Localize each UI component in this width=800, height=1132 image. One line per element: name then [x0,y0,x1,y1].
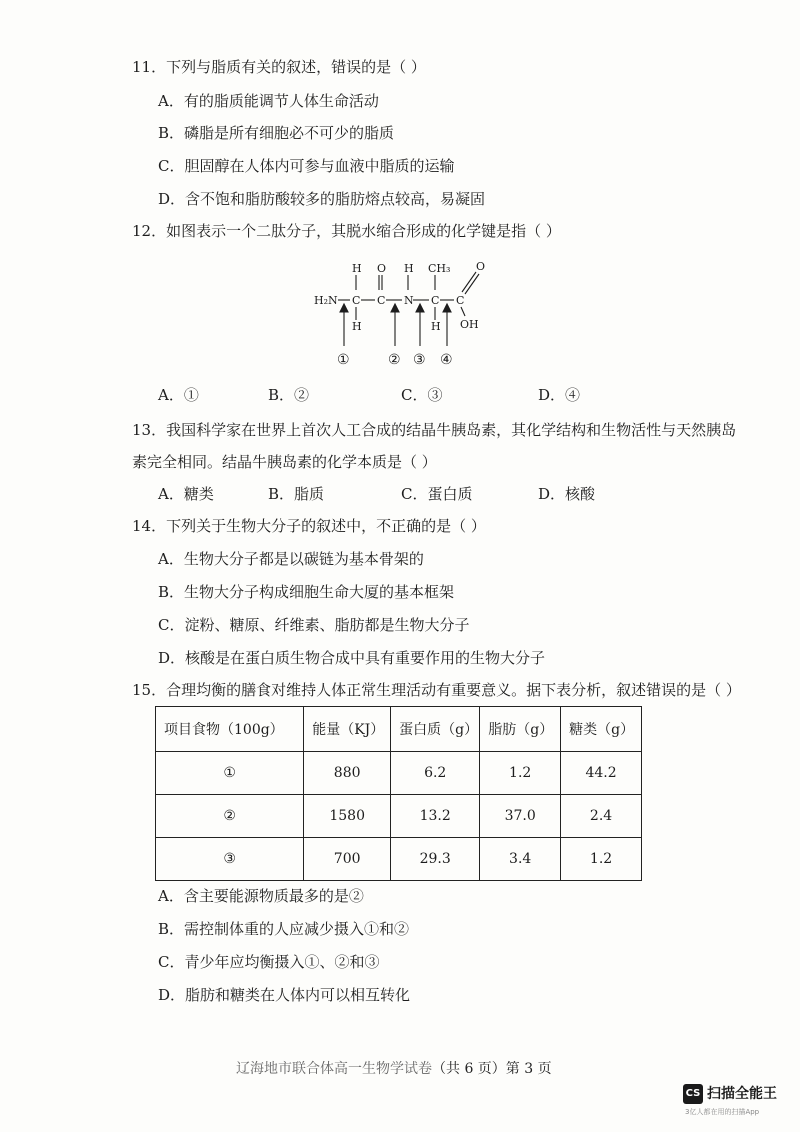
table-row [156,795,642,838]
q11-option-a: A．有的脂质能调节人体生命活动 [158,92,379,110]
marker-2: ② [388,352,401,368]
header-sugar: 糖类（g） [561,707,642,752]
q13-options [158,483,598,505]
camscanner-watermark [683,1084,793,1124]
table-header-row [156,707,642,752]
footer-page-info: （共 6 页）第 3 页 [432,1061,552,1077]
atom-h-top-2: H [404,262,414,275]
cell-sugar: 44.2 [561,752,642,795]
camscanner-logo-icon: CS [683,1084,703,1104]
footer-exam-name: 辽海地市联合体高一生物学试卷 [236,1061,432,1077]
q15-option-b: B．需控制体重的人应减少摄入①和② [158,920,410,938]
camscanner-name: 扫描全能王 [707,1086,777,1102]
q12-option-c: C．③ [401,386,443,404]
q15-option-a: A．含主要能源物质最多的是② [158,887,364,905]
q12-title: 12．如图表示一个二肽分子，其脱水缩合形成的化学键是指（ ） [132,222,561,240]
cell-fat: 3.4 [480,838,561,881]
q14-option-a: A．生物大分子都是以碳链为基本骨架的 [158,550,424,568]
cell-protein: 13.2 [391,795,480,838]
camscanner-tagline: 3亿人都在用的扫描App [685,1108,760,1116]
atom-h-top-1: H [352,262,362,275]
q14-option-c: C．淀粉、糖原、纤维素、脂肪都是生物大分子 [158,616,470,634]
q14-option-b: B．生物大分子构成细胞生命大厦的基本框架 [158,583,455,601]
q12-option-a: A．① [158,386,199,404]
header-fat: 脂肪（g） [480,707,561,752]
atom-h-bottom-2: H [431,320,441,333]
q13-option-d: D．核酸 [538,485,596,503]
q14-option-d: D．核酸是在蛋白质生物合成中具有重要作用的生物大分子 [158,649,546,667]
q13-option-c: C．蛋白质 [401,485,473,503]
q15-option-d: D．脂肪和糖类在人体内可以相互转化 [158,986,411,1004]
cell-fat: 37.0 [480,795,561,838]
cell-sugar: 1.2 [561,838,642,881]
cell-sugar: 2.4 [561,795,642,838]
header-protein: 蛋白质（g） [391,707,480,752]
q11-title: 11．下列与脂质有关的叙述，错误的是（ ） [132,58,426,76]
q11-option-c: C．胆固醇在人体内可参与血液中脂质的运输 [158,157,455,175]
q12-option-b: B．② [268,386,310,404]
atom-c-3: C [431,294,440,307]
atom-n: N [404,294,414,307]
q12-options [158,384,598,406]
q13-title-line1: 13．我国科学家在世界上首次人工合成的结晶牛胰岛素，其化学结构和生物活性与天然胰岛 [132,421,737,439]
cell-fat: 1.2 [480,752,561,795]
cell-energy: 1580 [304,795,391,838]
atom-c-1: C [352,294,361,307]
marker-1: ① [337,352,350,368]
atom-h2n: H₂N [314,294,338,307]
header-energy: 能量（KJ） [304,707,391,752]
page-footer [236,1058,552,1078]
cell-energy: 880 [304,752,391,795]
atom-o-end: O [476,260,486,273]
q12-option-d: D．④ [538,386,581,404]
marker-4: ④ [440,352,453,368]
atom-ch3: CH₃ [428,262,451,275]
q13-title-line2: 素完全相同。结晶牛胰岛素的化学本质是（ ） [132,453,437,471]
cell-protein: 6.2 [391,752,480,795]
q15-title: 15．合理均衡的膳食对维持人体正常生理活动有重要意义。据下表分析，叙述错误的是（ ） [132,681,741,699]
header-food: 项目食物（100g） [156,707,304,752]
atom-c-4: C [456,294,465,307]
q14-title: 14．下列关于生物大分子的叙述中，不正确的是（ ） [132,517,486,535]
q11-option-d: D．含不饱和脂肪酸较多的脂肪熔点较高，易凝固 [158,190,486,208]
atom-oh: OH [460,318,479,331]
food-nutrition-table [155,706,642,881]
atom-o-top: O [377,262,387,275]
atom-c-2: C [377,294,386,307]
atom-h-bottom-1: H [352,320,362,333]
cell-energy: 700 [304,838,391,881]
table-row [156,752,642,795]
q15-option-c: C．青少年应均衡摄入①、②和③ [158,953,380,971]
cell-food: ③ [156,838,304,881]
q13-option-b: B．脂质 [268,485,325,503]
q13-option-a: A．糖类 [158,485,214,503]
cell-food: ① [156,752,304,795]
marker-3: ③ [413,352,426,368]
cell-food: ② [156,795,304,838]
table-row [156,838,642,881]
cell-protein: 29.3 [391,838,480,881]
dipeptide-diagram [300,258,520,378]
q11-option-b: B．磷脂是所有细胞必不可少的脂质 [158,124,395,142]
